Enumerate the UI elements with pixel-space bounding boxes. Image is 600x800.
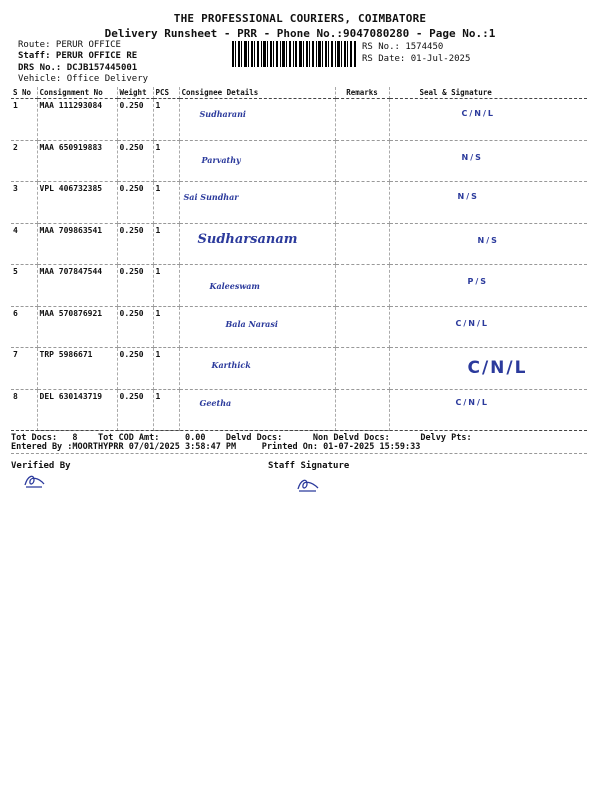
table-row	[11, 182, 587, 224]
cell-consignee	[179, 223, 335, 265]
consignee-signature: Sudharsanam	[197, 231, 298, 247]
cell-pcs: 1	[153, 389, 179, 431]
staff-signature-label: Staff Signature	[268, 461, 350, 471]
runsheet-table	[11, 87, 587, 431]
route-label: Route: PERUR OFFICE	[18, 40, 121, 50]
cell-consignee	[179, 140, 335, 182]
cell-seal	[389, 99, 587, 141]
cell-weight: 0.250	[117, 265, 153, 307]
cell-consignment: VPL 406732385	[37, 182, 117, 224]
table-row	[11, 306, 587, 348]
cell-remarks	[335, 223, 389, 265]
cell-weight: 0.250	[117, 223, 153, 265]
cell-pcs: 1	[153, 348, 179, 390]
seal-mark: N/S	[461, 152, 483, 162]
seal-mark: N/S	[457, 192, 479, 201]
cell-consignment: DEL 630143719	[37, 389, 117, 431]
cell-remarks	[335, 265, 389, 307]
cell-consignment: MAA 111293084	[37, 99, 117, 141]
cell-consignment: TRP 5986671	[37, 348, 117, 390]
cell-consignee	[179, 348, 335, 390]
cell-sno: 7	[11, 348, 37, 390]
col-header-consignment: Consignment No	[37, 87, 117, 99]
seal-mark: C/N/L	[461, 109, 496, 118]
col-header-weight: Weight	[117, 87, 153, 99]
cell-seal	[389, 389, 587, 431]
consignee-signature: Sai Sundhar	[183, 192, 239, 202]
cell-remarks	[335, 306, 389, 348]
cell-remarks	[335, 389, 389, 431]
cell-sno: 2	[11, 140, 37, 182]
cell-weight: 0.250	[117, 99, 153, 141]
cell-pcs: 1	[153, 223, 179, 265]
cell-seal	[389, 140, 587, 182]
cell-sno: 1	[11, 99, 37, 141]
col-header-consignee: Consignee Details	[179, 87, 335, 99]
cell-seal	[389, 306, 587, 348]
footer-divider	[11, 453, 587, 454]
cell-remarks	[335, 182, 389, 224]
cell-pcs: 1	[153, 306, 179, 348]
cell-seal	[389, 182, 587, 224]
cell-sno: 8	[11, 389, 37, 431]
verified-by-label: Verified By	[11, 461, 71, 471]
table-row	[11, 389, 587, 431]
cell-sno: 3	[11, 182, 37, 224]
seal-mark: N/S	[477, 235, 499, 245]
table-row	[11, 99, 587, 141]
seal-mark: P/S	[467, 277, 489, 286]
cell-consignment: MAA 650919883	[37, 140, 117, 182]
entered-by-line: Entered By :MOORTHYPRR 07/01/2025 3:58:47 PM Printed On: 01-07-2025 15:59:33	[11, 442, 421, 452]
cell-pcs: 1	[153, 140, 179, 182]
cell-consignee	[179, 389, 335, 431]
cell-weight: 0.250	[117, 389, 153, 431]
rs-number: RS No.: 1574450	[362, 42, 444, 52]
cell-weight: 0.250	[117, 348, 153, 390]
cell-pcs: 1	[153, 265, 179, 307]
cell-pcs: 1	[153, 182, 179, 224]
vehicle-label: Vehicle: Office Delivery	[18, 74, 149, 84]
cell-weight: 0.250	[117, 306, 153, 348]
table-row	[11, 265, 587, 307]
cell-consignment: MAA 570876921	[37, 306, 117, 348]
barcode-image	[232, 41, 356, 67]
consignee-signature: Parvathy	[201, 154, 241, 165]
table-row	[11, 348, 587, 390]
cell-remarks	[335, 99, 389, 141]
verified-signature-mark	[22, 472, 48, 490]
table-row	[11, 223, 587, 265]
seal-mark: C/N/L	[467, 358, 528, 378]
col-header-seal: Seal & Signature	[389, 87, 587, 99]
cell-consignee	[179, 182, 335, 224]
seal-mark: C/N/L	[455, 318, 490, 328]
staff-signature-mark	[294, 476, 322, 494]
cell-seal	[389, 223, 587, 265]
cell-remarks	[335, 140, 389, 182]
cell-seal	[389, 265, 587, 307]
company-title: THE PROFESSIONAL COURIERS, COIMBATORE	[173, 12, 427, 25]
totals-line: Tot Docs: 8 Tot COD Amt: 0.00 Delvd Docs: Non Delvd Docs: Delvy Pts:	[11, 430, 587, 443]
table-header-row	[11, 87, 587, 99]
cell-pcs: 1	[153, 99, 179, 141]
cell-consignee	[179, 265, 335, 307]
cell-sno: 6	[11, 306, 37, 348]
cell-seal	[389, 348, 587, 390]
consignee-signature: Geetha	[199, 397, 232, 408]
cell-consignment: MAA 709863541	[37, 223, 117, 265]
cell-weight: 0.250	[117, 182, 153, 224]
col-header-sno: S No	[11, 87, 37, 99]
cell-remarks	[335, 348, 389, 390]
consignee-signature: Karthick	[211, 360, 251, 370]
consignee-signature: Kaleeswam	[209, 281, 260, 291]
table-row	[11, 140, 587, 182]
rs-date: RS Date: 01-Jul-2025	[362, 54, 471, 64]
cell-weight: 0.250	[117, 140, 153, 182]
consignee-signature: Sudharani	[199, 109, 246, 119]
consignee-signature: Bala Narasi	[225, 318, 278, 329]
cell-sno: 5	[11, 265, 37, 307]
drs-number: DRS No.: DCJB157445001	[18, 63, 138, 73]
cell-consignee	[179, 99, 335, 141]
seal-mark: C/N/L	[455, 397, 490, 407]
cell-consignment: MAA 707847544	[37, 265, 117, 307]
col-header-remarks: Remarks	[335, 87, 389, 99]
col-header-pcs: PCS	[153, 87, 179, 99]
cell-sno: 4	[11, 223, 37, 265]
cell-consignee	[179, 306, 335, 348]
runsheet-subtitle: Delivery Runsheet - PRR - Phone No.:9047080280 - Page No.:1	[104, 27, 496, 40]
staff-label: Staff: PERUR OFFICE RE	[18, 51, 138, 61]
